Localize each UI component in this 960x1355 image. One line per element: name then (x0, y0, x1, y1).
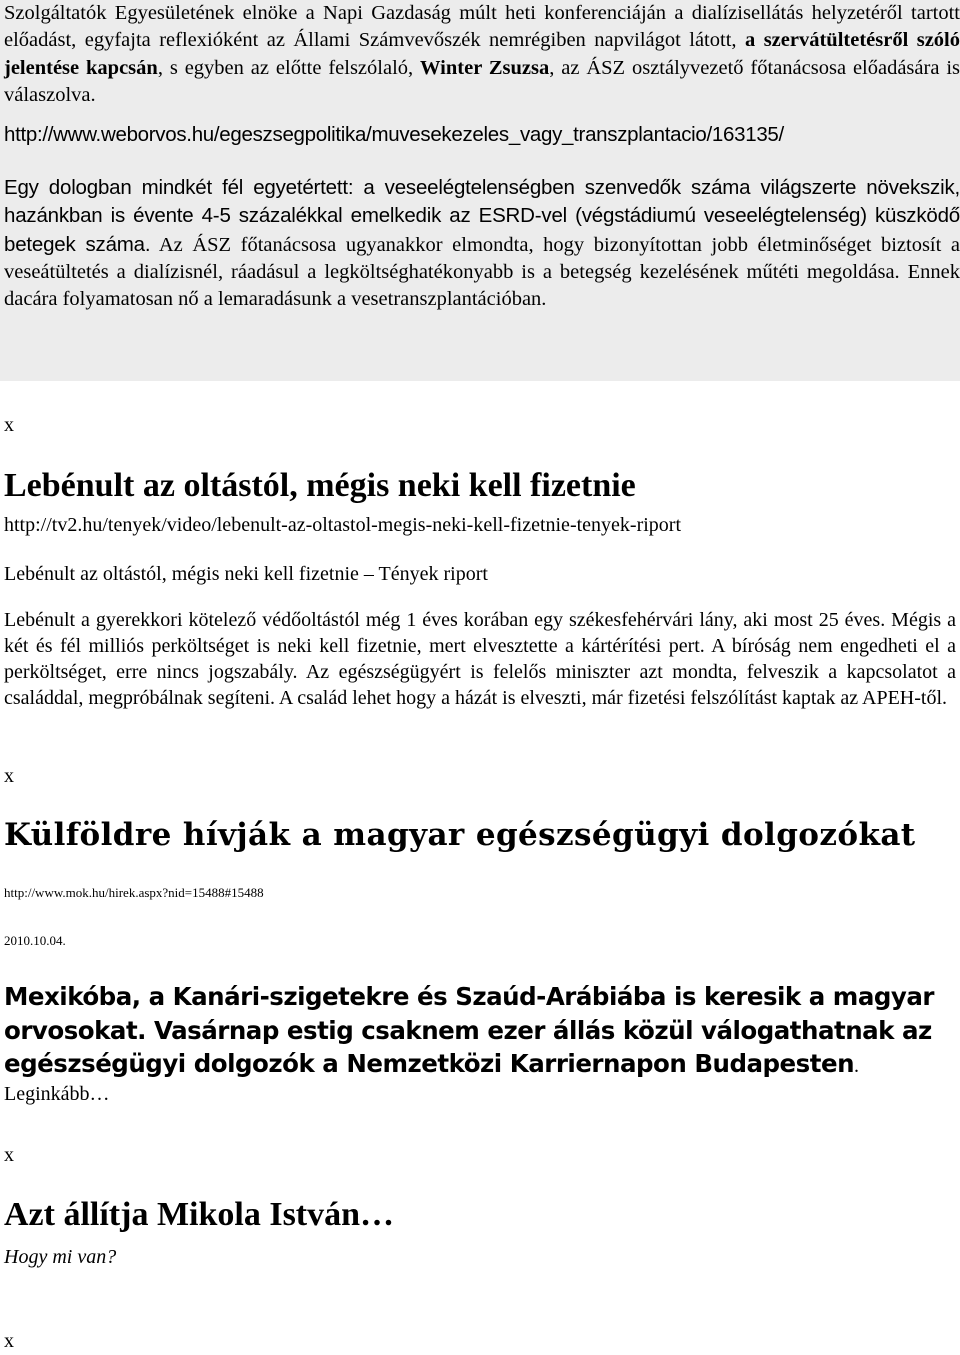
intro-bold-2: Winter Zsuzsa (420, 56, 550, 79)
quoted-block (0, 0, 960, 381)
article1-body: Lebénult a gyerekkori kötelező védőoltástól még 1 éves korában egy székesfehérvári lány, aki most 25 éves. Mégis a két és fél milliós perköltséget is neki kell fizetnie, mert elvesztette a kártérítési pert. A bíróság nem engedheti el a perköltséget, erre nincs jogszabály. Az egészségügyért is felelős miniszter azt mondta, felveszik a kapcsolatot a családdal, megpróbálnak segíteni. A család lehet hogy a házát is elveszti, már fizetési felszólítást kaptak az APEH-től. (4, 609, 956, 709)
intro-text-1: Szolgáltatók Egyesületének elnöke a Napi Gazdaság múlt heti konferenciáján a dialízisellátás helyzetéről tartott előadást, egyfajta reflexióként az Állami Számvevőszék nemrégiben napvilágot látott, (4, 2, 960, 52)
intro-p2-b: Az ÁSZ főtanácsosa ugyanakkor elmondta, hogy bizonyítottan jobb életminőséget biztosít a veseátültetés a dialízisnél, ráadásul a legköltséghatékonyabb is a betegség kezelésének műtéti megoldása. Ennek dacára folyamatosan nő a lemaradásunk a vesetranszplantációban. (4, 233, 960, 310)
intro-bold-1: a szervátültetésről szóló jelentése kapcsán (4, 29, 960, 79)
intro-text-2: , s egyben az előtte felszólaló, (157, 56, 421, 79)
article1-link[interactable]: http://tv2.hu/tenyek/video/lebenult-az-oltastol-megis-neki-kell-fizetnie-tenyek-riport (4, 514, 682, 536)
separator-x: x (4, 1144, 14, 1166)
article2-lead-end: . (854, 1055, 860, 1077)
separator-x: x (4, 414, 14, 436)
intro-paragraph-2 (4, 148, 960, 315)
article2-lead: Mexikóba, a Kanári-szigetekre és Szaúd-Arábiába is keresik a magyar orvosokat. Vasárnap estig csaknem ezer állás közül válogathatnak az egészségügyi dolgozók a Nemzetközi Karriernapon Budapesten (4, 982, 934, 1078)
article3-subtitle: Hogy mi van? (4, 1246, 117, 1268)
intro-text-3: , az ÁSZ osztályvezető főtanácsosa előadására is válaszolva. (4, 56, 960, 106)
article2-lead-block (4, 980, 956, 1107)
separator-x: x (4, 1330, 14, 1352)
separator-x: x (4, 765, 14, 787)
weborvos-link[interactable]: http://www.weborvos.hu/egeszsegpolitika/muvesekezeles_vagy_transzplantacio/163135/ (4, 123, 784, 147)
intro-p2-a: Egy dologban mindkét fél egyetértett: a veseelégtelenségben szenvedők száma világszerte növekszik, hazánkban is évente 4-5 százalékkal emelkedik az ESRD-vel (végstádiumú veseelégtelenség) küszködő betegek száma. (4, 176, 960, 256)
intro-paragraph (4, 0, 960, 109)
article3-title: Azt állítja Mikola István… (4, 1196, 395, 1233)
article2-link[interactable]: http://www.mok.hu/hirek.aspx?nid=15488#15488 (4, 885, 264, 900)
article1-title: Lebénult az oltástól, mégis neki kell fizetnie (4, 467, 636, 504)
article2-date: 2010.10.04. (4, 933, 66, 948)
article2-more-link[interactable]: Leginkább… (4, 1082, 110, 1105)
article2-title: Külföldre hívják a magyar egészségügyi dolgozókat (4, 817, 916, 853)
article1-subtitle: Lebénult az oltástól, mégis neki kell fizetnie – Tények riport (4, 563, 488, 585)
